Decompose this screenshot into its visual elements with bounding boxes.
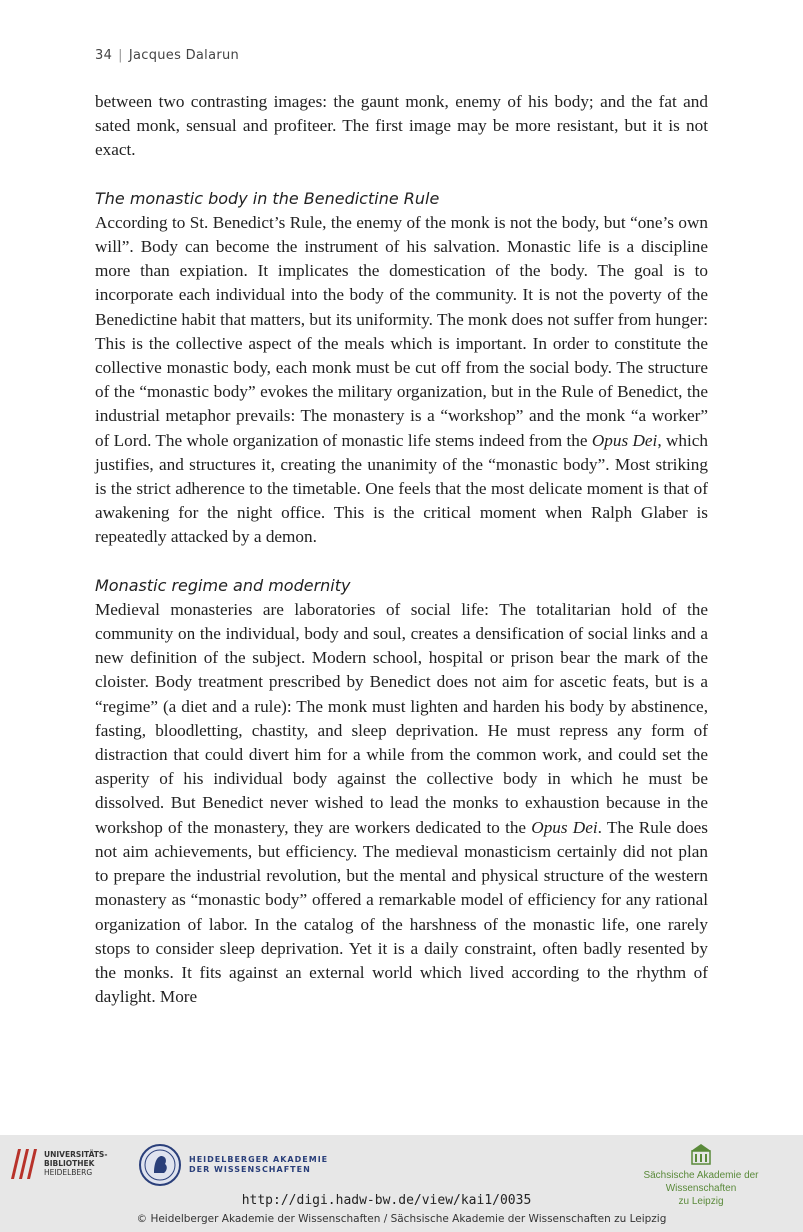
section-heading-benedictine-rule: The monastic body in the Benedictine Rule xyxy=(95,188,440,208)
author-name: Jacques Dalarun xyxy=(128,48,240,63)
italic-term: Opus Dei xyxy=(591,430,658,450)
hadw-logo-line: HEIDELBERGER AKADEMIE xyxy=(189,1155,329,1164)
permalink-url[interactable]: http://digi.hadw-bw.de/view/kai1/0035 xyxy=(241,1193,532,1208)
university-library-logo[interactable] xyxy=(8,1143,107,1183)
ub-logo-line: HEIDELBERG xyxy=(44,1167,93,1177)
running-header xyxy=(95,48,239,63)
section-benedictine-paragraph xyxy=(95,211,708,550)
saw-logo-line: Sächsische Akademie der Wissenschaften xyxy=(643,1170,759,1194)
paragraph-text: , which justifies, and structures it, creating the unanimity of the “monastic body”. Most striking is the strict adherence to the timetable. One feels that the most delicate moment is that of awakening for the night office. This is the critical moment when Ralph Glaber is repeatedly attacked by a demon. xyxy=(95,430,708,547)
page-number: 34 xyxy=(95,48,113,63)
building-icon xyxy=(690,1143,712,1165)
section-regime-paragraph xyxy=(95,598,708,1009)
ub-logo-line: BIBLIOTHEK xyxy=(44,1158,95,1168)
hadw-logo-line: DER WISSENSCHAFTEN xyxy=(189,1165,311,1174)
main-text xyxy=(95,90,708,1009)
section-heading-monastic-regime: Monastic regime and modernity xyxy=(95,575,351,595)
academy-seal-icon xyxy=(138,1143,182,1187)
intro-paragraph: between two contrasting images: the gaunt monk, enemy of his body; and the fat and sated monk, sensual and profiteer. The first image may be more resistant, but it is not exact. xyxy=(95,92,708,160)
ub-logo-line: UNIVERSITÄTS- xyxy=(44,1149,108,1159)
hadw-logo[interactable] xyxy=(138,1143,328,1187)
saw-logo-line: zu Leipzig xyxy=(678,1196,724,1207)
paragraph-text: . The Rule does not aim achievements, but efficiency. The medieval monasticism certainly did not plan to prepare the industrial revolution, but the mental and physical structure of the western monastery as “monastic body” offered a remarkable model of efficiency for any rational organization of labor. In the catalog of the harshness of the monastic life, one rarely stops to consider sleep deprivation. Yet it is a daily constraint, often badly resented by the monks. It fits against an external world which lived according to the rhythm of daylight. More xyxy=(95,817,708,1007)
header-separator: | xyxy=(118,48,123,63)
italic-term: Opus Dei xyxy=(531,817,598,837)
paragraph-text: Medieval monasteries are laboratories of social life: The totalitarian hold of the community on the individual, body and soul, creates a densification of social links and a new definition of the subject. Modern school, hospital or prison bear the mark of the cloister. Body treatment prescribed by Benedict does not aim for ascetic feats, but is a “regime” (a diet and a rule): The monk must lighten and harden his body by abstinence, fasting, bloodletting, chastity, and sleep deprivation. He must repress any form of distraction that could divert him for a while from the common work, and could set the asperity of his individual body against the collective body in which he must be dissolved. But Benedict never wished to lead the monks to exhaustion because in the workshop of the monastery, they are workers dedicated to the xyxy=(95,599,708,837)
copyright-notice: © Heidelberger Akademie der Wissenschaften / Sächsische Akademie der Wissenschaften zu Leipzig xyxy=(136,1213,667,1225)
ub-heidelberg-logo-icon xyxy=(8,1143,38,1183)
paragraph-text: According to St. Benedict’s Rule, the enemy of the monk is not the body, but “one’s own will”. Body can become the instrument of his salvation. Monastic life is a discipline more than expiation. It implicates the domestication of the body. The goal is to incorporate each individual into the body of the community. It is not the poverty of the Benedictine habit that matters, but its uniformity. The monk does not suffer from hunger: This is the collective aspect of the meals which is important. In order to constitute the collective monastic body, each monk must be cut off from the social body. The structure of the “monastic body” evokes the military organization, but in the Rule of Benedict, the industrial metaphor prevails: The monastery is a “workshop” and the monk “a worker” of Lord. The whole organization of monastic life stems indeed from the xyxy=(95,212,708,450)
